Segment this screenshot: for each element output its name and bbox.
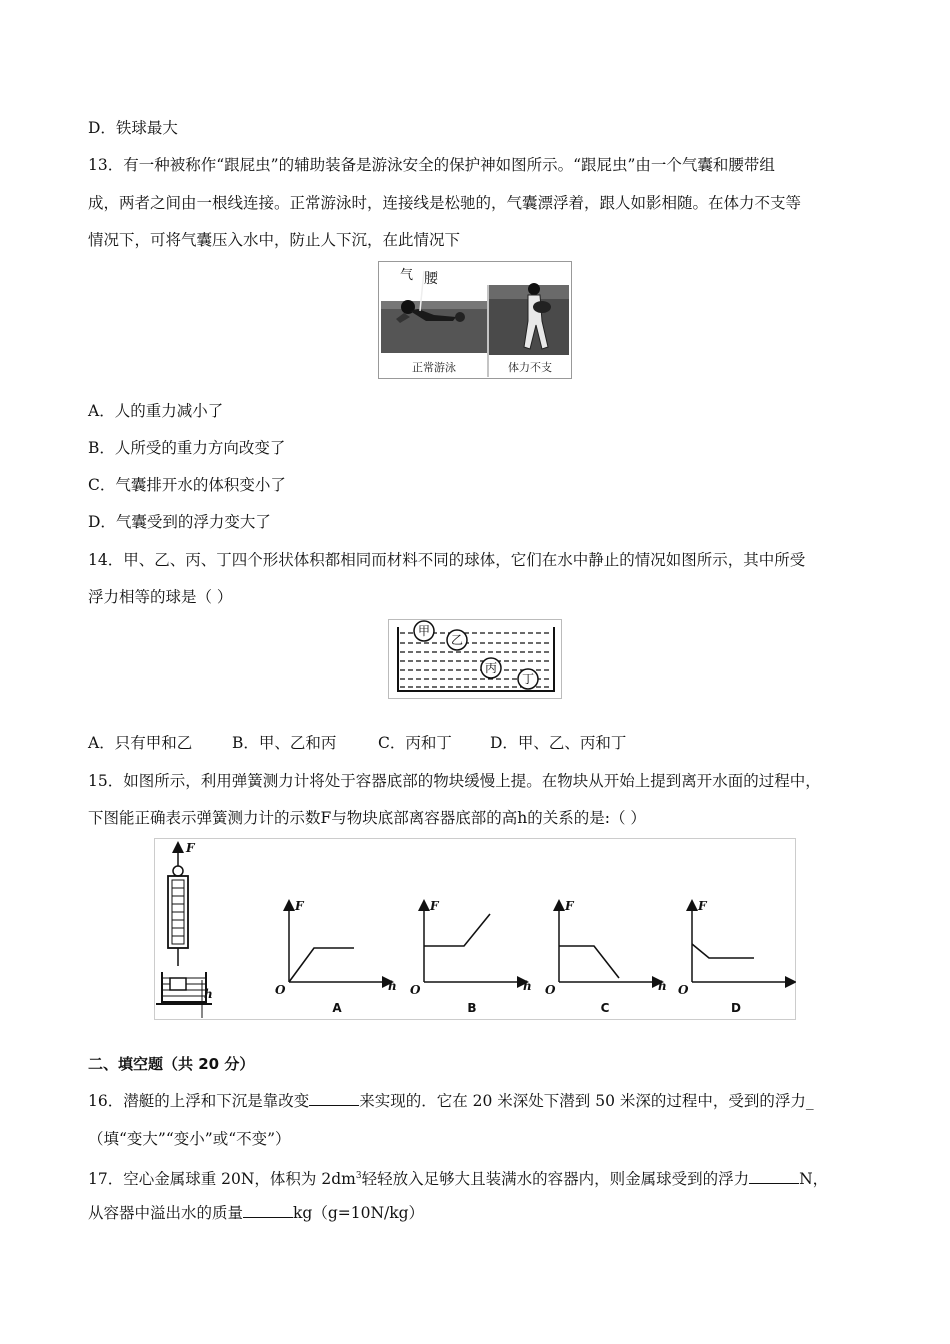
q17-superscript: 3 [355,1171,362,1181]
q17-text-c: N， [799,1170,829,1189]
q16-text-a: 16．潜艇的上浮和下沉是靠改变 [88,1092,310,1110]
height-label: h [204,987,213,1001]
q14-text-line1: 14．甲、乙、丙、丁四个形状体积都相同而材料不同的球体，它们在水中静止的情况如图所示，其中所受 [88,551,806,569]
section-title-fill-in: 二、填空题（共 20 分） [88,1055,255,1073]
q13-option-b: B．人所受的重力方向改变了 [88,439,286,457]
q13-text-line3: 情况下，可将气囊压入水中，防止人下沉，在此情况下 [88,231,461,249]
graph-d-origin: O [678,983,689,997]
q14-balls-figure [388,619,562,699]
q16-answer-blank[interactable] [309,1091,359,1106]
q13-text-line1: 13．有一种被称作“跟屁虫”的辅助装备是游泳安全的保护神如图所示。“跟屁虫”由一个气囊和腰带组 [88,156,775,174]
q13-option-c: C．气囊排开水的体积变小了 [88,476,286,494]
graph-b-origin: O [410,983,421,997]
q15-text-line2: 下图能正确表示弹簧测力计的示数F与物块底部离容器底部的高h的关系的是:（ ） [88,809,646,827]
q13-text-line2: 成，两者之间由一根线连接。正常游泳时，连接线是松驰的，气囊漂浮着，跟人如影相随。在体力不支等 [88,194,802,212]
q16-text-line1 [88,1091,814,1111]
q16-text-line2: （填“变大”“变小”或“不变”） [88,1130,291,1148]
graph-d-y-axis: F [698,899,707,913]
q17-text-e: kg（g=10N/kg） [293,1204,425,1222]
graph-c-origin: O [545,983,556,997]
q17-mass-blank[interactable] [243,1203,293,1218]
q17-text-b: 轻轻放入足够大且装满水的容器内，则金属球受到的浮力 [361,1170,750,1189]
q17-text-a: 17．空心金属球重 20N，体积为 2dm [88,1170,356,1189]
q13-swimmer-figure [378,261,572,379]
graph-b-y-axis: F [430,899,439,913]
graph-c-y-axis: F [565,899,574,913]
q13-option-d: D．气囊受到的浮力变大了 [88,513,271,531]
q17-text-line1 [88,1166,828,1189]
q16-text-b: 来实现的．它在 20 米深处下潜到 50 米深的过程中，受到的浮力_ [359,1092,814,1110]
force-label: F [186,841,195,855]
graph-b-x-axis: h [523,979,532,993]
graph-b-label: B [467,1001,477,1015]
airbag-label: 气 [400,268,414,283]
q14-options [88,733,626,753]
q17-text-line2 [88,1203,424,1223]
q14-text-line2: 浮力相等的球是（ ） [88,588,233,606]
ball-label-ding: 丁 [521,672,535,686]
graph-c-x-axis: h [658,979,667,993]
q17-text-d: 从容器中溢出水的质量 [88,1204,244,1222]
ball-label-bing: 丙 [484,661,498,675]
q14-option-a: A．只有甲和乙 [88,734,193,752]
caption-exhausted: 体力不支 [508,361,552,374]
graph-a-label: A [332,1001,342,1015]
q14-option-b: B．甲、乙和丙 [232,734,337,752]
q13-option-a: A．人的重力减小了 [88,402,224,420]
q15-graphs-figure [154,838,796,1020]
ball-label-jia: 甲 [417,624,431,638]
q12-option-d: D．铁球最大 [88,119,178,137]
q15-text-line1: 15．如图所示，利用弹簧测力计将处于容器底部的物块缓慢上提。在物块从开始上提到离开水面的过程中， [88,772,821,790]
q14-option-c: C．丙和丁 [378,734,452,752]
q17-buoyancy-blank[interactable] [749,1169,799,1184]
belt-label: 腰 [424,271,438,287]
graph-a-y-axis: F [295,899,304,913]
graph-d-label: D [731,1001,741,1015]
q14-option-d: D．甲、乙、丙和丁 [490,734,627,752]
graph-a-origin: O [275,983,286,997]
graph-a-x-axis: h [388,979,397,993]
caption-normal-swim: 正常游泳 [412,361,456,374]
ball-label-yi: 乙 [450,633,464,647]
graph-c-label: C [600,1001,610,1015]
